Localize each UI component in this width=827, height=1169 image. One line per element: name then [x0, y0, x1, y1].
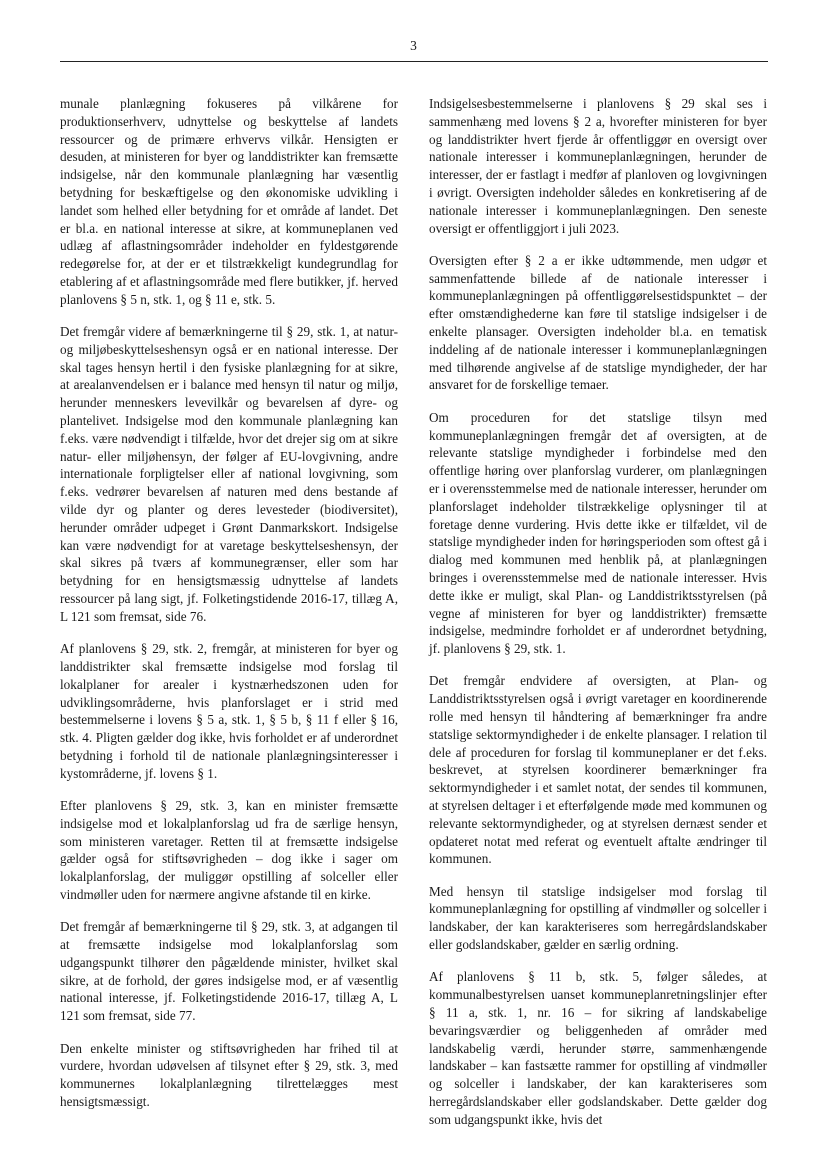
- right-column: [429, 95, 767, 1143]
- paragraph: Indsigelsesbestemmelserne i planlovens § 29 skal ses i sammenhæng med lovens § 2 a, hvorefter ministeren for byer og landdistrikter hvert fjerde år offentliggør en oversigt over nationale interesser i kommuneplanlægningen, herunder de interesser, der er fastlagt i medfør af planloven og lovgivningen i øvrigt. Oversigten indeholder således en konkretisering af de nationale interesser i kommuneplanlægningen. Den seneste oversigt er offentliggjort i juli 2023.: [429, 96, 767, 236]
- paragraph: Af planlovens § 11 b, stk. 5, følger således, at kommunalbestyrelsen uanset kommuneplanretningslinjer efter § 11 a, stk. 1, nr. 16 – for sikring af landskabelige bevaringsværdier og beliggenheden af områder med landskabelig værdi, herunder større, sammenhængende landskaber – kan fastsætte rammer for opstilling af vindmøller og solceller i landskaber, der kan karakteriseres som herregårdslandskaber eller godslandskaber. Dette gælder dog som udgangspunkt ikke, hvis det: [429, 969, 767, 1127]
- header-rule: [60, 61, 768, 62]
- paragraph: Det fremgår endvidere af oversigten, at Plan- og Landdistriktsstyrelsen også i øvrigt varetager en koordinerende rolle med hensyn til håndtering af bemærkninger fra andre statslige sektormyndigheder i de enkelte plansager. I relation til dele af proceduren for forslag til kommuneplaner er det f.eks. beskrevet, at styrelsen koordinerer bemærkninger fra sektormyndigheder i et samlet notat, der sendes til kommunen, at styrelsen deltager i et efterfølgende møde med kommunen og relevante sektormyndigheder, og at styrelsen dernæst sender et opdateret notat med referat og eventuelt aftalte ændringer til kommunen.: [429, 673, 767, 867]
- page-number: 3: [410, 38, 417, 53]
- paragraph: Oversigten efter § 2 a er ikke udtømmende, men udgør et sammenfattende billede af de nationale interesser i kommuneplanlægningen på offentliggørelsestidspunktet – der efter omstændighederne kan føre til statslige indsigelser i de enkelte plansager. Oversigten indeholder bl.a. en tematisk inddeling af de nationale interesser i kommuneplanlægningen med tilhørende angivelse af de statslige myndigheder, der har ansvaret for de forskellige temaer.: [429, 252, 767, 393]
- left-column: [60, 95, 398, 1125]
- paragraph: Om proceduren for det statslige tilsyn med kommuneplanlægningen fremgår det af oversigten, at de relevante statslige myndigheder i forbindelse med den offentlige høring over planforslag vurderer, om planlægningen er i overensstemmelse med de nationale interesser, herunder om planforslaget indeholder tilstrækkelige oplysninger til at foretage denne vurdering. Hvis dette ikke er tilfældet, vil de statslige myndigheder inden for høringsperioden som oftest gå i dialog med kommunen med henblik på, at planlægningen bringes i overensstemmelse med de nationale interesser. Hvis dette ikke er muligt, skal Plan- og Landdistriktsstyrelsen (på vegne af ministeren for byer og landdistrikter) fremsætte indsigelse, medmindre forholdet er af underordnet betydning, jf. planlovens § 29, stk. 1.: [429, 409, 767, 657]
- paragraph: Efter planlovens § 29, stk. 3, kan en minister fremsætte indsigelse mod et lokalplanforslag ud fra de særlige hensyn, som ministeren varetager. Retten til at fremsætte indsigelse gælder også for stiftsøvrigheden – dog ikke i sager om lokalplanforslag, der muliggør opstilling af solceller eller vindmøller uden for nærmere angivne afstande til en kirke.: [60, 797, 398, 902]
- paragraph: Det fremgår videre af bemærkningerne til § 29, stk. 1, at natur- og miljøbeskyttelseshensyn også er en national interesse. Der skal tages hensyn hertil i den fysiske planlægning for at sikre, at arealanvendelsen er i balance med hensyn til natur og miljø, herunder menneskers levevilkår og bevarelsen af dyre- og plantelivet. Indsigelse mod den kommunale planlægning kan f.eks. være nødvendigt i tilfælde, hvor det drejer sig om at sikre natur- eller miljøhensyn, der følger af EU-lovgivning, andre internationale forpligtelser eller af national lovgivning, som f.eks. vedrører bevarelsen af naturen med dens bestande af vilde dyr og planter og deres levesteder (biodiversitet), herunder områder udpeget i Grønt Danmarkskort. Indsigelse kan være nødvendigt for at varetage beskyttelseshensyn, der skal sikres på tværs af kommunegrænser, eller som har betydning for en hensigtsmæssig udnyttelse af landets ressourcer på lang sigt, jf. Folketingstidende 2016-17, tillæg A, L 121 som fremsat, side 76.: [60, 324, 398, 624]
- paragraph: Med hensyn til statslige indsigelser mod forslag til kommuneplanlægning for opstilling af vindmøller og solceller i landskaber, der kan karakteriseres som herregårdslandskaber eller godslandskaber, gælder en særlig ordning.: [429, 883, 767, 953]
- paragraph: Det fremgår af bemærkningerne til § 29, stk. 3, at adgangen til at fremsætte indsigelse mod lokalplanforslag som udgangspunkt tilhører den pågældende minister, hvilket skal sikre, at de forhold, der gøres indsigelse mod, er af væsentlig national interesse, jf. Folketingstidende 2016-17, tillæg A, L 121 som fremsat, side 77.: [60, 919, 398, 1024]
- paragraph: Af planlovens § 29, stk. 2, fremgår, at ministeren for byer og landdistrikter skal fremsætte indsigelse mod forslag til lokalplaner for arealer i kystnærhedszonen uden for udviklingsområderne, hvis planforslaget er i strid med bestemmelserne i lovens § 5 a, stk. 1, § 5 b, § 11 f eller § 16, stk. 4. Pligten gælder dog ikke, hvis forholdet er af underordnet betydning i forhold til de nationale planlægningsinteresser i kystområderne, jf. lovens § 1.: [60, 641, 398, 781]
- paragraph: munale planlægning fokuseres på vilkårene for produktionserhverv, udnyttelse og beskyttelse af landets ressourcer og de primære erhvervs vilkår. Hensigten er desuden, at ministeren for byer og landdistrikter kan fremsætte indsigelse, når den kommunale planlægning har væsentlig betydning for beskæftigelse og den økonomiske udvikling i landet som helhed eller betydning for et område af landet. Det er bl.a. en national interesse at sikre, at kommuneplanen ved udlæg af aflastningsområder indeholder en fyldestgørende redegørelse for, at der er et tilstrækkeligt kundegrundlag for etablering af et aflastningsområde med flere butikker, jf. herved planlovens § 5 n, stk. 1, og § 11 e, stk. 5.: [60, 96, 398, 307]
- paragraph: Den enkelte minister og stiftsøvrigheden har frihed til at vurdere, hvordan udøvelsen af tilsynet efter § 29, stk. 3, med kommunernes lokalplanlægning tilrettelægges mest hensigtsmæssigt.: [60, 1040, 398, 1109]
